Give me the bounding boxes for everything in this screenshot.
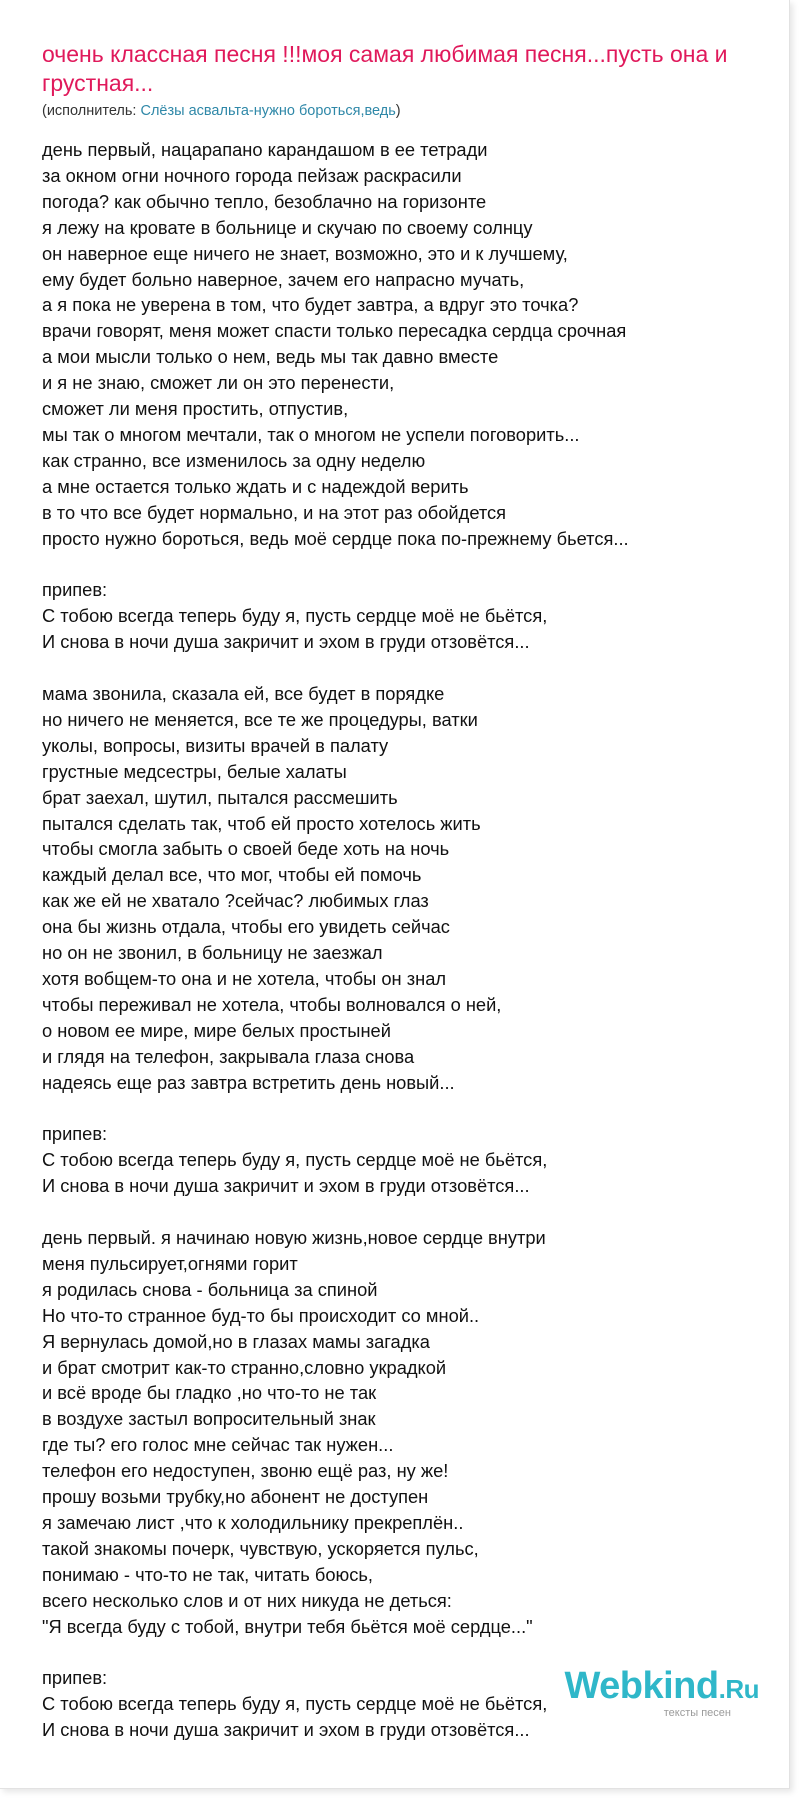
artist-link[interactable]: Слёзы асвальта-нужно бороться,ведь xyxy=(140,103,396,119)
lyrics-line: погода? как обычно тепло, безоблачно на горизонте xyxy=(42,190,487,212)
lyrics-line: в воздухе застыл вопросительный знак xyxy=(42,1408,376,1430)
lyrics-line: день первый. я начинаю новую жизнь,новое сердце внутри xyxy=(42,1227,546,1248)
lyrics-line: чтобы переживал не хотела, чтобы волновался о ней, xyxy=(42,993,502,1015)
lyrics-line: как же ей не хватало ?сейчас? любимых глаз xyxy=(42,890,429,912)
lyrics-line: прошу возьми трубку,но абонент не доступен xyxy=(42,1486,429,1508)
lyrics-line: хотя вобщем-то она и не хотела, чтобы он знал xyxy=(42,967,447,989)
lyrics-line: как странно, все изменилось за одну неделю xyxy=(42,449,426,471)
lyrics-line: И снова в ночи душа закричит и эхом в груди отзовётся... xyxy=(42,631,530,653)
lyrics-line: уколы, вопросы, визиты врачей в палату xyxy=(42,734,389,756)
logo-brand: Webkind xyxy=(564,1665,719,1707)
lyrics-line: он наверное еще ничего не знает, возможно, это и к лучшему, xyxy=(42,242,568,264)
lyrics-stanza xyxy=(42,681,782,1096)
lyrics-stanza xyxy=(42,1225,782,1640)
lyrics-line: припев: xyxy=(42,579,108,601)
lyrics-line: и глядя на телефон, закрывала глаза снова xyxy=(42,1045,415,1067)
lyrics-line: я родилась снова - больница за спиной xyxy=(42,1278,378,1300)
lyrics-line: понимаю - что-то не так, читать боюсь, xyxy=(42,1563,373,1585)
lyrics-line: припев: xyxy=(42,1123,108,1145)
lyrics-line: о новом ее мире, мире белых простыней xyxy=(42,1019,391,1041)
lyrics-line: а я пока не уверена в том, что будет завтра, а вдруг это точка? xyxy=(42,294,579,316)
lyrics-line: чтобы смогла забыть о своей беде хоть на ночь xyxy=(42,838,450,860)
lyrics-line: я лежу на кровате в больнице и скучаю по своему солнцу xyxy=(42,216,533,238)
lyrics-line: сможет ли меня простить, отпустив, xyxy=(42,398,349,420)
lyrics-stanza xyxy=(42,1121,782,1199)
lyrics-line: всего несколько слов и от них никуда не деться: xyxy=(42,1589,452,1611)
logo-wordmark xyxy=(564,1666,759,1709)
lyrics-line: С тобою всегда теперь буду я, пусть сердце моё не бьётся, xyxy=(42,1693,548,1715)
artist-prefix: (исполнитель: xyxy=(42,103,141,119)
lyrics-line: "Я всегда буду с тобой, внутри тебя бьётся моё сердце..." xyxy=(42,1615,533,1637)
lyrics-line: брат заехал, шутил, пытался рассмешить xyxy=(42,786,398,808)
lyrics-line: я замечаю лист ,что к холодильнику прекреплён.. xyxy=(42,1511,464,1533)
lyrics-body xyxy=(42,137,782,1769)
lyrics-line: телефон его недоступен, звоню ещё раз, ну же! xyxy=(42,1460,449,1482)
lyrics-line: в то что все будет нормально, и на этот раз обойдется xyxy=(42,501,507,523)
lyrics-line: ему будет больно наверное, зачем его напрасно мучать, xyxy=(42,268,525,290)
lyrics-line: С тобою всегда теперь буду я, пусть сердце моё не бьётся, xyxy=(42,1149,548,1171)
artist-line xyxy=(42,103,401,119)
lyrics-line: грустные медсестры, белые халаты xyxy=(42,760,347,782)
lyrics-line: но ничего не меняется, все те же процедуры, ватки xyxy=(42,708,478,730)
lyrics-line: такой знакомы почерк, чувствую, ускоряется пульс, xyxy=(42,1537,479,1559)
lyrics-line: надеясь еще раз завтра встретить день новый... xyxy=(42,1071,455,1093)
lyrics-line: она бы жизнь отдала, чтобы его увидеть сейчас xyxy=(42,916,450,938)
lyrics-line: просто нужно бороться, ведь моё сердце пока по-прежнему бьется... xyxy=(42,527,629,549)
lyrics-line: где ты? его голос мне сейчас так нужен... xyxy=(42,1434,394,1456)
lyrics-line: день первый, нацарапано карандашом в ее тетради xyxy=(42,139,488,160)
lyrics-line: каждый делал все, что мог, чтобы ей помочь xyxy=(42,864,422,886)
lyrics-stanza xyxy=(42,577,782,655)
lyrics-line: пытался сделать так, чтоб ей просто хотелось жить xyxy=(42,812,481,834)
logo-tld: .Ru xyxy=(718,1674,759,1704)
lyrics-line: меня пульсирует,огнями горит xyxy=(42,1252,298,1274)
lyrics-line: но он не звонил, в больницу не заезжал xyxy=(42,942,383,964)
lyrics-line: и всё вроде бы гладко ,но что-то не так xyxy=(42,1382,377,1404)
lyrics-line: припев: xyxy=(42,1667,108,1689)
lyrics-line: а мои мысли только о нем, ведь мы так давно вместе xyxy=(42,346,499,368)
logo-tagline: тексты песен xyxy=(663,1707,731,1719)
lyrics-line: мама звонила, сказала ей, все будет в порядке xyxy=(42,683,445,704)
artist-suffix: ) xyxy=(395,103,401,119)
lyrics-line: и брат смотрит как-то странно,словно украдкой xyxy=(42,1356,447,1378)
lyrics-line: И снова в ночи душа закричит и эхом в груди отзовётся... xyxy=(42,1719,530,1741)
lyrics-stanza xyxy=(42,137,782,552)
song-title: очень классная песня !!!моя самая любимая песня...пусть она и грустная... xyxy=(42,41,728,96)
lyrics-line: а мне остается только ждать и с надеждой верить xyxy=(42,475,469,497)
lyrics-line: Но что-то странное буд-то бы происходит со мной.. xyxy=(42,1304,480,1326)
webkind-logo[interactable] xyxy=(564,1666,759,1719)
lyrics-line: врачи говорят, меня может спасти только пересадка сердца срочная xyxy=(42,320,627,342)
lyrics-line: за окном огни ночного города пейзаж раскрасили xyxy=(42,164,462,186)
lyrics-line: Я вернулась домой,но в глазах мамы загадка xyxy=(42,1330,430,1352)
lyrics-line: И снова в ночи душа закричит и эхом в груди отзовётся... xyxy=(42,1175,530,1197)
lyrics-line: мы так о многом мечтали, так о многом не успели поговорить... xyxy=(42,423,580,445)
lyrics-line: и я не знаю, сможет ли он это перенести, xyxy=(42,372,395,394)
lyrics-line: С тобою всегда теперь буду я, пусть сердце моё не бьётся, xyxy=(42,605,548,627)
